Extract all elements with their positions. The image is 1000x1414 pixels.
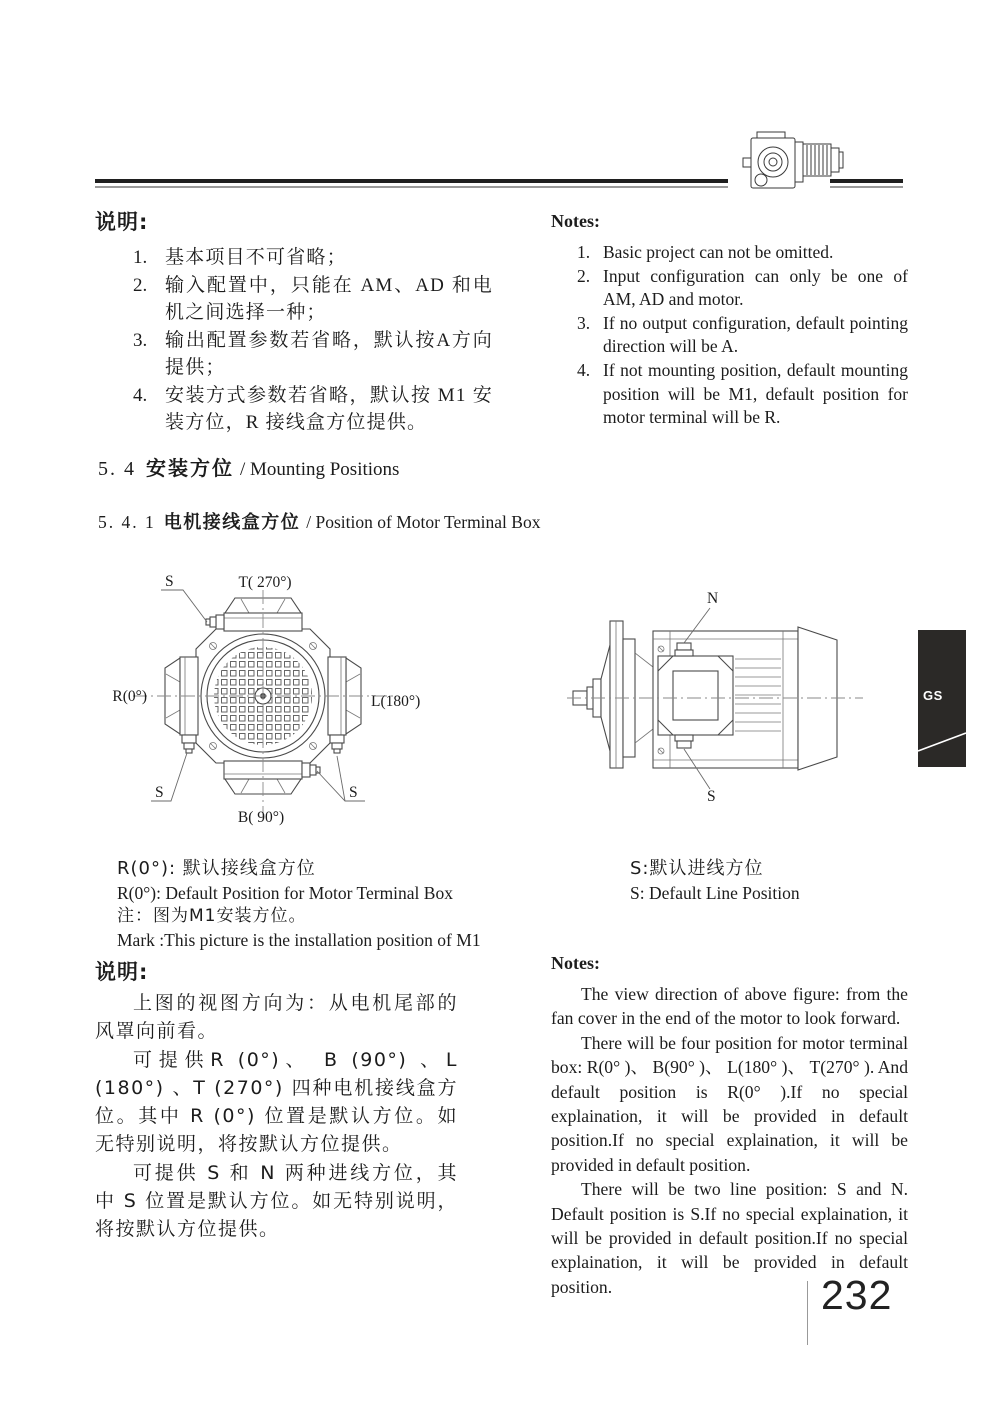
section-5-4-heading xyxy=(98,452,399,481)
notes-bottom-cn xyxy=(95,956,458,1244)
notes-bottom-en-heading: Notes: xyxy=(551,953,600,973)
tab-diagonal-line xyxy=(918,733,966,751)
label-l-180: L(180°) xyxy=(371,693,421,710)
section-5-4-1-heading xyxy=(98,508,540,534)
notes-top-cn-heading: 说明: xyxy=(95,210,149,234)
list-item xyxy=(133,327,493,382)
notes-top-en-heading: Notes: xyxy=(551,211,600,231)
label-n: N xyxy=(707,590,719,607)
label-s-bottom-left: S xyxy=(155,784,164,801)
paragraph: There will be two line position: S and N. Default position is S.If no special explaination, it will be provided in default position.If no special explaination, it will be provided in default position. xyxy=(551,1179,908,1297)
terminal-box-top xyxy=(206,598,302,631)
caption-line: S:默认进线方位 xyxy=(630,858,764,879)
caption-line: Mark :This picture is the installation position of M1 xyxy=(117,930,481,950)
caption-line: R(0°): 默认接线盒方位 xyxy=(117,858,316,879)
caption-line: S: Default Line Position xyxy=(630,883,800,903)
item-number: 3. xyxy=(577,312,591,333)
paragraph: 可提供R (0°)、 B (90°) 、L (180°) 、T (270°) 四种电机接线盒方位。其中 R (0°) 位置是默认方位。如无特别说明，将按默认方位提供。 xyxy=(95,1048,458,1156)
gearbox-shaft xyxy=(743,158,751,167)
page-number-divider xyxy=(807,1281,808,1345)
item-number: 1. xyxy=(133,247,148,268)
series-tab-label: GS xyxy=(923,688,943,703)
terminal-box-side xyxy=(658,656,733,735)
terminal-box-left xyxy=(165,657,198,753)
motor-side-view-diagram xyxy=(565,583,865,813)
item-text: 输入配置中，只能在 AM、AD 和电机之间选择一种； xyxy=(165,274,493,323)
item-text: 基本项目不可省略； xyxy=(165,247,347,268)
section-title-cn: 电机接线盒方位 xyxy=(163,512,301,533)
terminal-box-bottom xyxy=(224,761,320,794)
caption-front-view xyxy=(117,856,527,952)
notes-top-cn xyxy=(95,206,493,437)
list-item xyxy=(133,244,493,272)
item-text: 输出配置参数若省略，默认按A方向提供； xyxy=(165,329,493,378)
list-item xyxy=(577,359,908,430)
caption-line: 注：图为M1安装方位。 xyxy=(117,906,307,926)
label-s-bottom-right: S xyxy=(349,784,358,801)
item-number: 3. xyxy=(133,329,148,351)
paragraph: 上图的视图方向为：从电机尾部的风罩向前看。 xyxy=(95,992,458,1043)
leader-s-top xyxy=(161,590,207,622)
item-text: Basic project can not be omitted. xyxy=(603,242,834,262)
list-item xyxy=(577,265,908,312)
section-title-en: / Position of Motor Terminal Box xyxy=(306,512,541,532)
item-text: 安装方式参数若省略，默认按 M1 安装方位，R 接线盒方位提供。 xyxy=(165,384,493,433)
item-text: If no output configuration, default pointing direction will be A. xyxy=(603,312,908,357)
section-title-cn: 安装方位 xyxy=(146,456,234,480)
item-number: 4. xyxy=(133,384,148,406)
item-number: 2. xyxy=(577,265,591,286)
list-item xyxy=(577,312,908,359)
label-s-top: S xyxy=(165,573,174,590)
caption-side-view xyxy=(630,856,910,905)
label-s: S xyxy=(707,788,716,805)
motor-front-view-diagram xyxy=(103,570,443,838)
series-tab-gs xyxy=(918,630,966,767)
notes-top-en xyxy=(551,211,908,430)
paragraph: There will be four position for motor terminal box: R(0° )、 B(90° )、 L(180° )、 T(270° ). And default position is R(0° ).If no special explaination, it will be provided in default position.If no special explaination, it will be provided in default position. xyxy=(551,1032,908,1175)
list-item xyxy=(577,241,908,265)
flange-disc xyxy=(610,621,623,768)
label-b-90: B( 90°) xyxy=(237,809,285,826)
caption-line: R(0°): Default Position for Motor Terminal Box xyxy=(117,883,453,903)
item-number: 1. xyxy=(577,242,591,262)
item-text: Input configuration can only be one of AM, AD and motor. xyxy=(603,265,908,310)
label-t-270: T( 270°) xyxy=(238,574,292,591)
item-number: 2. xyxy=(133,274,148,296)
section-number: 5. 4 xyxy=(98,458,136,480)
terminal-box-right xyxy=(328,657,361,753)
gearmotor-illustration xyxy=(731,128,851,196)
list-item xyxy=(133,272,493,327)
item-number: 4. xyxy=(577,359,591,380)
paragraph: 可提供 S 和 N 两种进线方位，其中 S 位置是默认方位。如无特别说明，将按默认方位提供。 xyxy=(95,1161,458,1241)
notes-bottom-cn-heading: 说明: xyxy=(95,960,149,984)
notes-bottom-en xyxy=(551,953,908,1299)
item-text: If not mounting position, default mounting position will be M1, default position for motor terminal will be R. xyxy=(603,359,908,428)
section-title-en: / Mounting Positions xyxy=(240,459,400,480)
gland-s xyxy=(675,735,693,741)
top-rule-left xyxy=(95,179,728,188)
section-number: 5. 4. 1 xyxy=(98,512,156,532)
leader-s-bottom-right-1 xyxy=(317,771,365,801)
page-number: 232 xyxy=(821,1272,893,1318)
label-r-0: R(0°) xyxy=(112,688,147,705)
gland-n xyxy=(677,643,691,650)
paragraph: The view direction of above figure: from the fan cover in the end of the motor to look forward. xyxy=(551,984,908,1029)
list-item xyxy=(133,382,493,437)
fan-cover xyxy=(798,627,837,770)
